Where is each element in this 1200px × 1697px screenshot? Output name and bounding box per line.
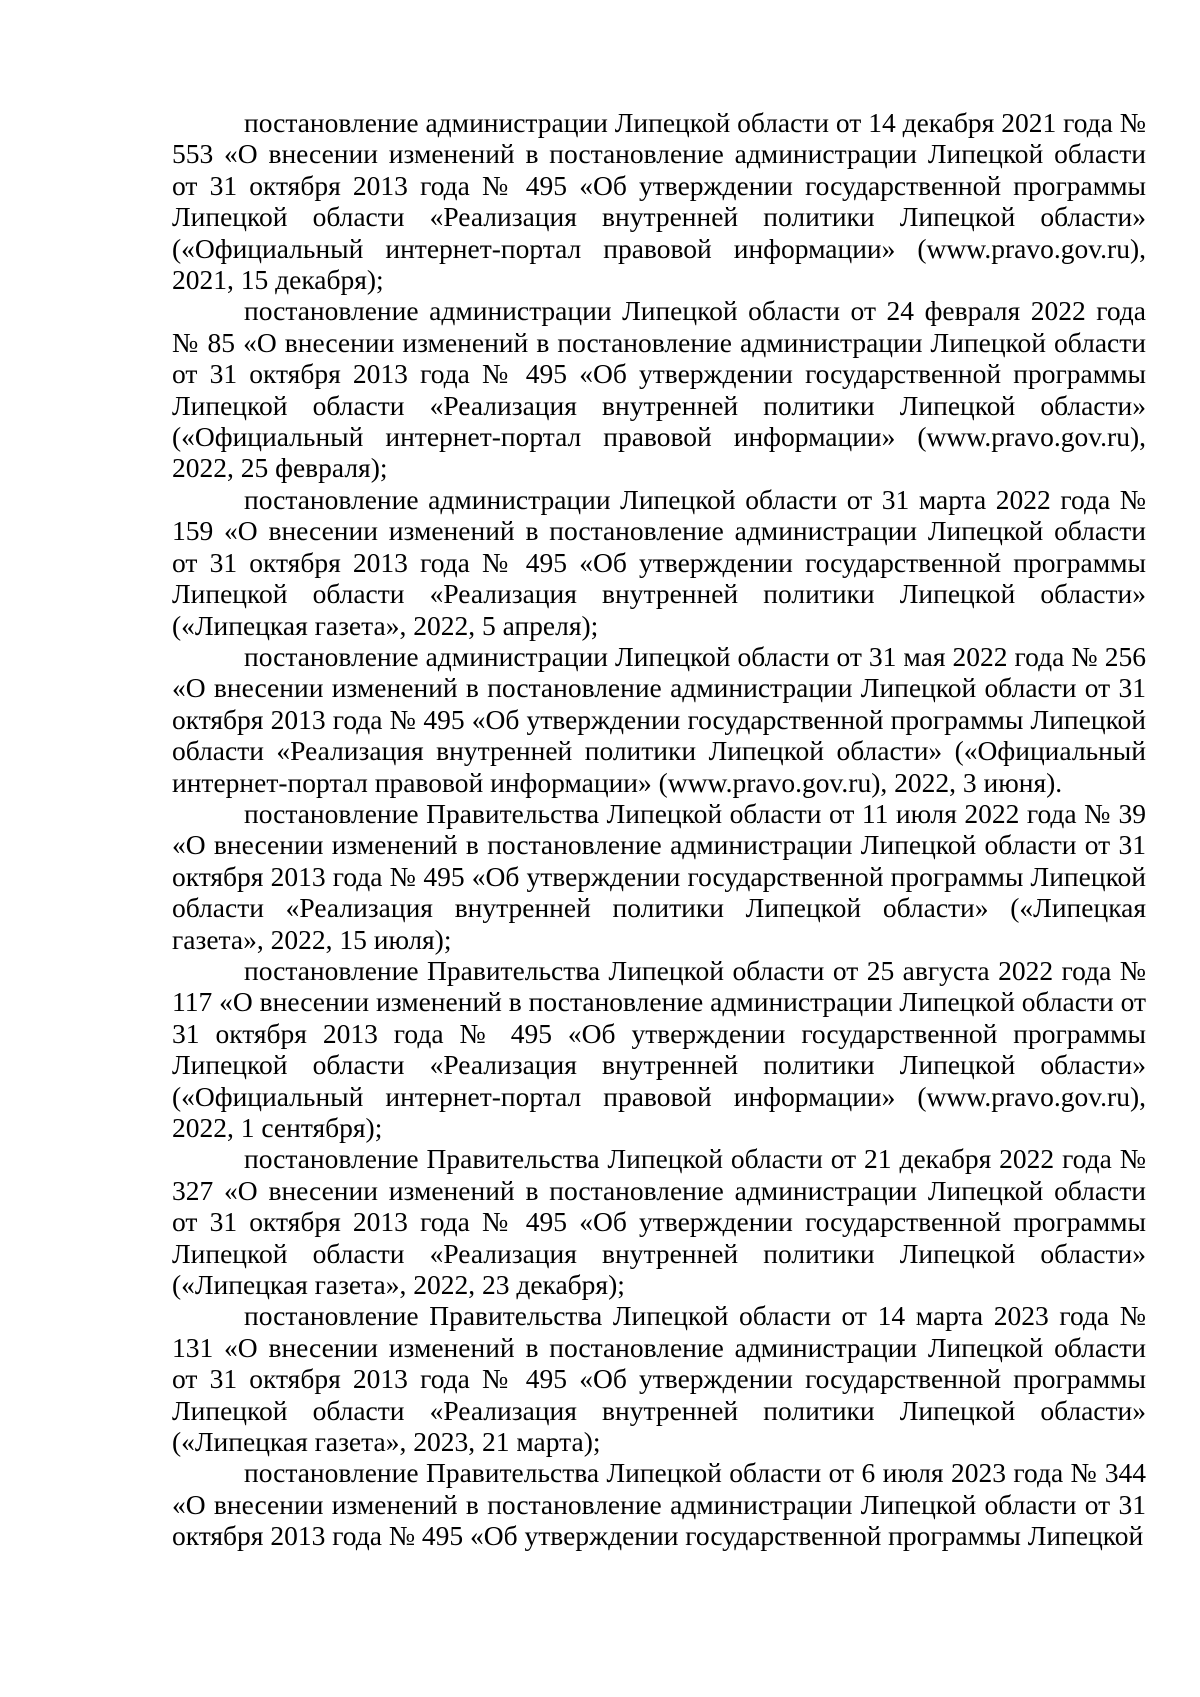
decree-paragraph: постановление Правительства Липецкой области от 14 марта 2023 года № 131 «О внесении изменений в постановление администрации Липецкой области от 31 октября 2013 года № 495 «Об утверждении государственной программы Липецкой области «Реализация внутренней политики Липецкой области» («Липецкая газета», 2023, 21 марта); bbox=[172, 1300, 1146, 1458]
decree-paragraph: постановление администрации Липецкой области от 14 декабря 2021 года № 553 «О внесении изменений в постановление администрации Липецкой области от 31 октября 2013 года № 495 «Об утверждении государственной программы Липецкой области «Реализация внутренней политики Липецкой области» («Официальный интернет-портал правовой информации» (www.pravo.gov.ru), 2021, 15 декабря); bbox=[172, 107, 1146, 296]
decree-paragraph: постановление Правительства Липецкой области от 6 июля 2023 года № 344 «О внесении изменений в постановление администрации Липецкой области от 31 октября 2013 года № 495 «Об утверждении государственной программы Липецкой bbox=[172, 1457, 1146, 1552]
decree-paragraph: постановление Правительства Липецкой области от 25 августа 2022 года № 117 «О внесении изменений в постановление администрации Липецкой области от 31 октября 2013 года № 495 «Об утверждении государственной программы Липецкой области «Реализация внутренней политики Липецкой области» («Официальный интернет-портал правовой информации» (www.pravo.gov.ru), 2022, 1 сентября); bbox=[172, 954, 1146, 1143]
document-page bbox=[172, 107, 1146, 1552]
decree-paragraph: постановление администрации Липецкой области от 31 мая 2022 года № 256 «О внесении изменений в постановление администрации Липецкой области от 31 октября 2013 года № 495 «Об утверждении государственной программы Липецкой области «Реализация внутренней политики Липецкой области» («Официальный интернет-портал правовой информации» (www.pravo.gov.ru), 2022, 3 июня). bbox=[172, 640, 1146, 798]
decree-paragraph: постановление администрации Липецкой области от 31 марта 2022 года № 159 «О внесении изменений в постановление администрации Липецкой области от 31 октября 2013 года № 495 «Об утверждении государственной программы Липецкой области «Реализация внутренней политики Липецкой области» («Липецкая газета», 2022, 5 апреля); bbox=[172, 483, 1146, 641]
decree-paragraph: постановление администрации Липецкой области от 24 февраля 2022 года № 85 «О внесении изменений в постановление администрации Липецкой области от 31 октября 2013 года № 495 «Об утверждении государственной программы Липецкой области «Реализация внутренней политики Липецкой области» («Официальный интернет-портал правовой информации» (www.pravo.gov.ru), 2022, 25 февраля); bbox=[172, 295, 1146, 484]
decree-paragraph: постановление Правительства Липецкой области от 11 июля 2022 года № 39 «О внесении изменений в постановление администрации Липецкой области от 31 октября 2013 года № 495 «Об утверждении государственной программы Липецкой области «Реализация внутренней политики Липецкой области» («Липецкая газета», 2022, 15 июля); bbox=[172, 797, 1146, 955]
decree-paragraph: постановление Правительства Липецкой области от 21 декабря 2022 года № 327 «О внесении изменений в постановление администрации Липецкой области от 31 октября 2013 года № 495 «Об утверждении государственной программы Липецкой области «Реализация внутренней политики Липецкой области» («Липецкая газета», 2022, 23 декабря); bbox=[172, 1143, 1146, 1301]
